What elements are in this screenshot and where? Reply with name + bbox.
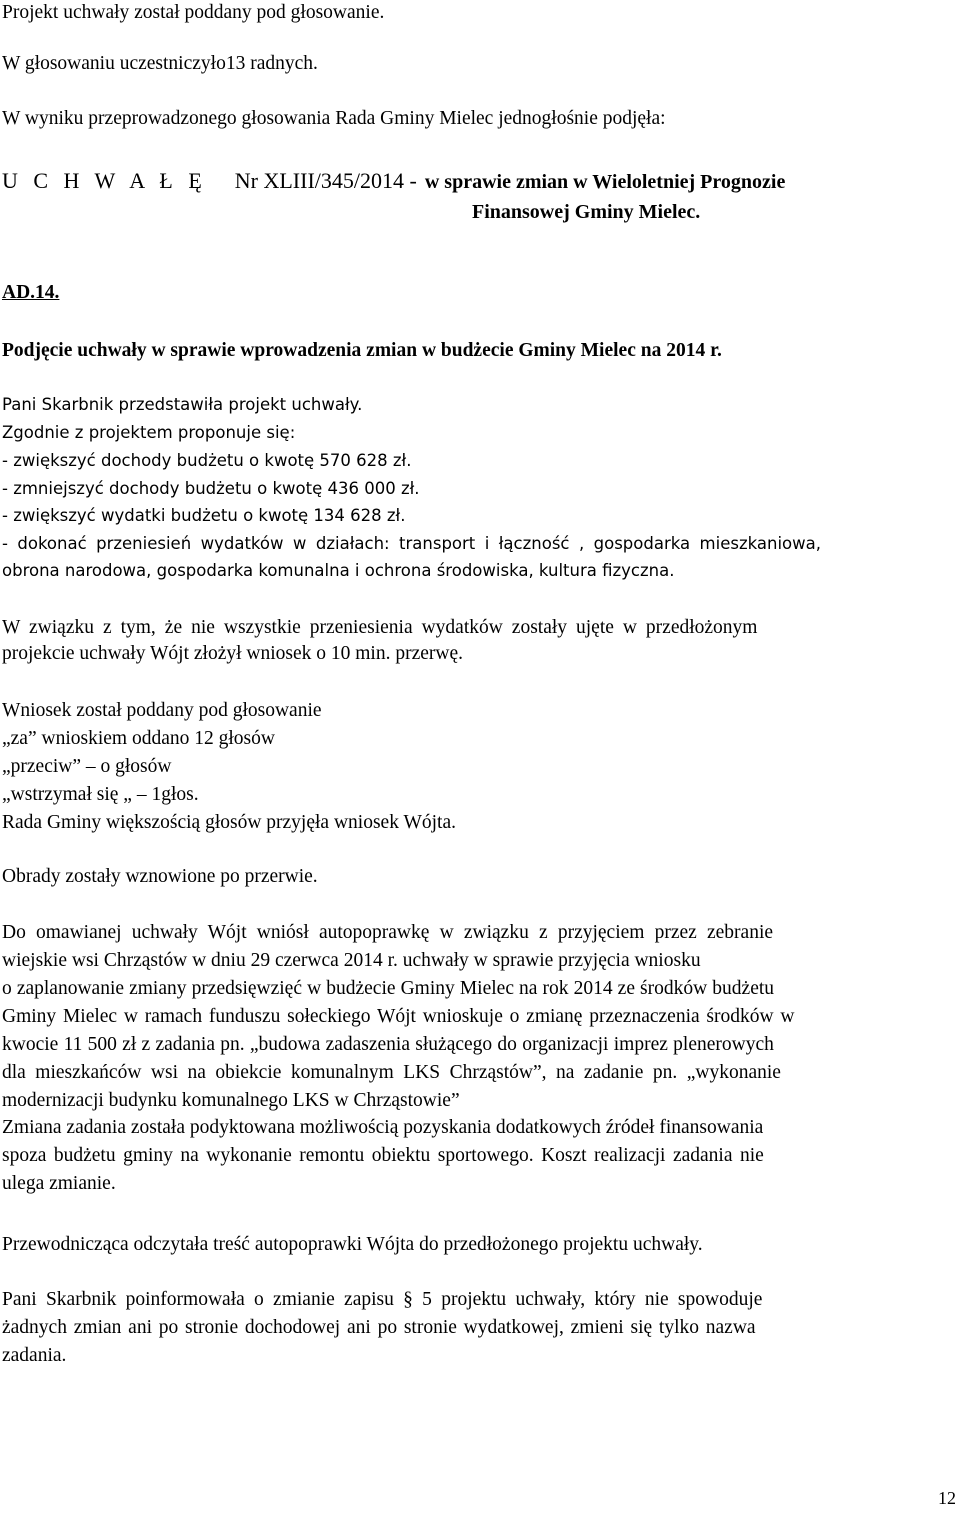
page-number: 12 bbox=[938, 1488, 956, 1508]
treasurer-info-line: żadnych zmian ani po stronie dochodowej ani po stronie wydatkowej, zmieni się tylko nazwa bbox=[2, 1317, 756, 1338]
amendment-line: spoza budżetu gminy na wykonanie remontu obiektu sportowego. Koszt realizacji zadania nie bbox=[2, 1145, 764, 1166]
resolution-title bbox=[2, 168, 785, 195]
amendment-line: kwocie 11 500 zł z zadania pn. „budowa zadaszenia służącego do organizacji imprez plenerowych bbox=[2, 1034, 774, 1055]
proposal-bullet: - dokonać przeniesień wydatków w działach: transport i łączność , gospodarka mieszkaniowa, bbox=[2, 534, 821, 553]
amendment-line: Do omawianej uchwały Wójt wniósł autopoprawkę w związku z przyjęciem przez zebranie bbox=[2, 922, 774, 943]
vote-against: „przeciw” – o głosów bbox=[2, 756, 172, 777]
proposal-bullet-continued: obrona narodowa, gospodarka komunalna i ochrona środowiska, kultura fizyczna. bbox=[2, 561, 675, 580]
vote-abstain: „wstrzymał się „ – 1głos. bbox=[2, 784, 199, 805]
resolution-number: Nr XLIII/345/2014 - bbox=[234, 168, 417, 193]
amendment-line: wiejskie wsi Chrząstów w dniu 29 czerwca 2014 r. uchwały w sprawie przyjęcia wniosku bbox=[2, 950, 701, 971]
session-resumed: Obrady zostały wznowione po przerwie. bbox=[2, 866, 318, 887]
vote-for: „za” wnioskiem oddano 12 głosów bbox=[2, 728, 275, 749]
amendment-line: dla mieszkańców wsi na obiekcie komunalnym LKS Chrząstów”, na zadanie pn. „wykonanie bbox=[2, 1062, 781, 1083]
amendment-line: ulega zmianie. bbox=[2, 1173, 116, 1194]
agenda-item-code: AD.14. bbox=[2, 282, 60, 303]
treasurer-proposal-intro: Zgodnie z projektem proponuje się: bbox=[2, 423, 296, 442]
proposal-bullet: - zwiększyć dochody budżetu o kwotę 570 628 zł. bbox=[2, 451, 412, 470]
vote-intro: Wniosek został poddany pod głosowanie bbox=[2, 700, 322, 721]
treasurer-info-line: zadania. bbox=[2, 1345, 67, 1366]
intro-line-result: W wyniku przeprowadzonego głosowania Rada Gminy Mielec jednogłośnie podjęła: bbox=[2, 108, 666, 129]
proposal-bullet: - zwiększyć wydatki budżetu o kwotę 134 628 zł. bbox=[2, 506, 406, 525]
amendment-line: Gminy Mielec w ramach funduszu sołeckiego Wójt wnioskuje o zmianę przeznaczenia środków w bbox=[2, 1006, 795, 1027]
resolution-subject: w sprawie zmian w Wieloletniej Prognozie bbox=[424, 171, 786, 193]
resolution-subject-continued: Finansowej Gminy Mielec. bbox=[472, 201, 701, 223]
amendment-line: modernizacji budynku komunalnego LKS w Chrząstowie” bbox=[2, 1090, 460, 1111]
resolution-word: U C H W A Ł Ę bbox=[2, 168, 207, 193]
agenda-item-heading: Podjęcie uchwały w sprawie wprowadzenia zmian w budżecie Gminy Mielec na 2014 r. bbox=[2, 340, 722, 361]
break-request-line: projekcie uchwały Wójt złożył wniosek o 10 min. przerwę. bbox=[2, 643, 464, 664]
chair-read-amendment: Przewodnicząca odczytała treść autopoprawki Wójta do przedłożonego projektu uchwały. bbox=[2, 1234, 703, 1255]
proposal-bullet: - zmniejszyć dochody budżetu o kwotę 436 000 zł. bbox=[2, 479, 420, 498]
intro-line-participants: W głosowaniu uczestniczyło13 radnych. bbox=[2, 53, 318, 74]
vote-result: Rada Gminy większością głosów przyjęła wniosek Wójta. bbox=[2, 812, 456, 833]
treasurer-presented: Pani Skarbnik przedstawiła projekt uchwały. bbox=[2, 395, 363, 414]
treasurer-info-line: Pani Skarbnik poinformowała o zmianie zapisu § 5 projektu uchwały, który nie spowoduje bbox=[2, 1289, 763, 1310]
break-request-line: W związku z tym, że nie wszystkie przeniesienia wydatków zostały ujęte w przedłożonym bbox=[2, 617, 758, 638]
amendment-line: Zmiana zadania została podyktowana możliwością pozyskania dodatkowych źródeł finansowania bbox=[2, 1117, 764, 1138]
intro-line-voting: Projekt uchwały został poddany pod głosowanie. bbox=[2, 2, 385, 23]
amendment-line: o zaplanowanie zmiany przedsięwzięć w budżecie Gminy Mielec na rok 2014 ze środków budżetu bbox=[2, 978, 775, 999]
